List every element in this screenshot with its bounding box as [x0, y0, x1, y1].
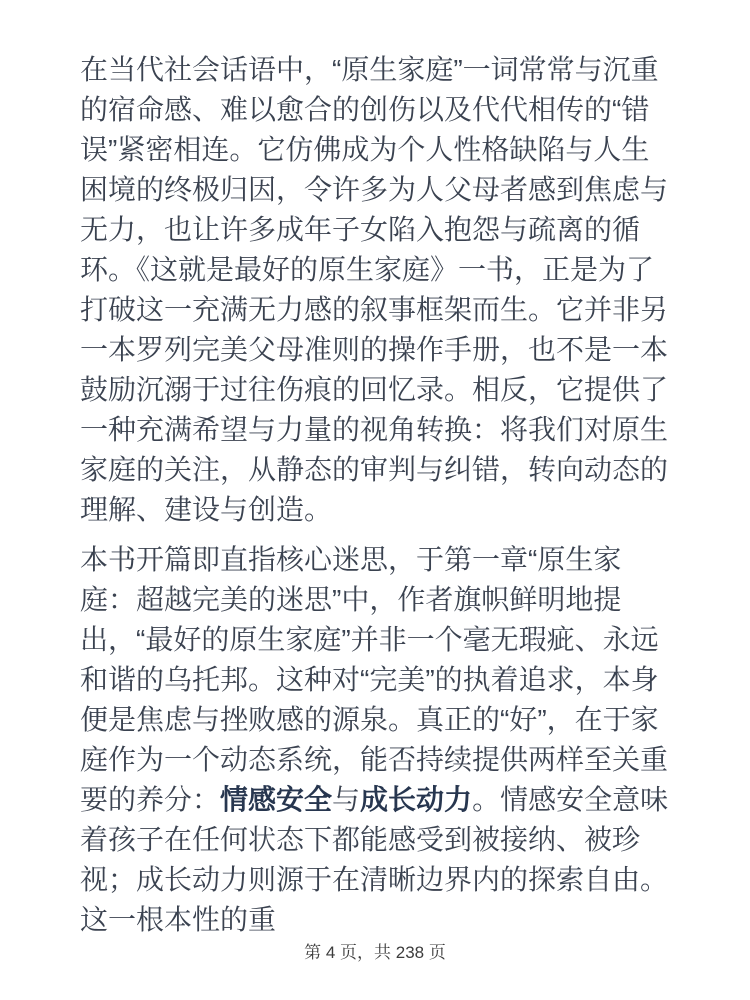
page-content	[80, 50, 672, 940]
page-number-indicator: 第 4 页，共 238 页	[304, 943, 446, 962]
bold-term-growth-motivation: 成长动力	[360, 784, 473, 815]
bold-term-emotional-safety: 情感安全	[220, 784, 333, 815]
paragraph-2-text-pre: 本书开篇即直指核心迷思，于第一章“原生家庭：超越完美的迷思”中，作者旗帜鲜明地提出，“最好的原生家庭”并非一个毫无瑕疵、永远和谐的乌托邦。这种对“完美”的执着追求，本身便是焦虑与挫败感的源泉。真正的“好”，在于家庭作为一个动态系统，能否持续提供两样至关重要的养分：	[80, 544, 669, 815]
paragraph-1: 在当代社会话语中，“原生家庭”一词常常与沉重的宿命感、难以愈合的创伤以及代代相传的“错误”紧密相连。它仿佛成为个人性格缺陷与人生困境的终极归因，令许多为人父母者感到焦虑与无力，也让许多成年子女陷入抱怨与疏离的循环。《这就是最好的原生家庭》一书，正是为了打破这一充满无力感的叙事框架而生。它并非另一本罗列完美父母准则的操作手册，也不是一本鼓励沉溺于过往伤痕的回忆录。相反，它提供了一种充满希望与力量的视角转换：将我们对原生家庭的关注，从静态的审判与纠错，转向动态的理解、建设与创造。	[80, 54, 669, 525]
paragraph-2-connector: 与	[332, 784, 361, 815]
paragraph-2-text-post: 。情感安全意味着孩子在任何状态下都能感受到被接纳、被珍视；成长动力则源于在清晰边界内的探索自由。这一根本性的重	[80, 784, 669, 935]
paragraph-2	[80, 540, 672, 940]
